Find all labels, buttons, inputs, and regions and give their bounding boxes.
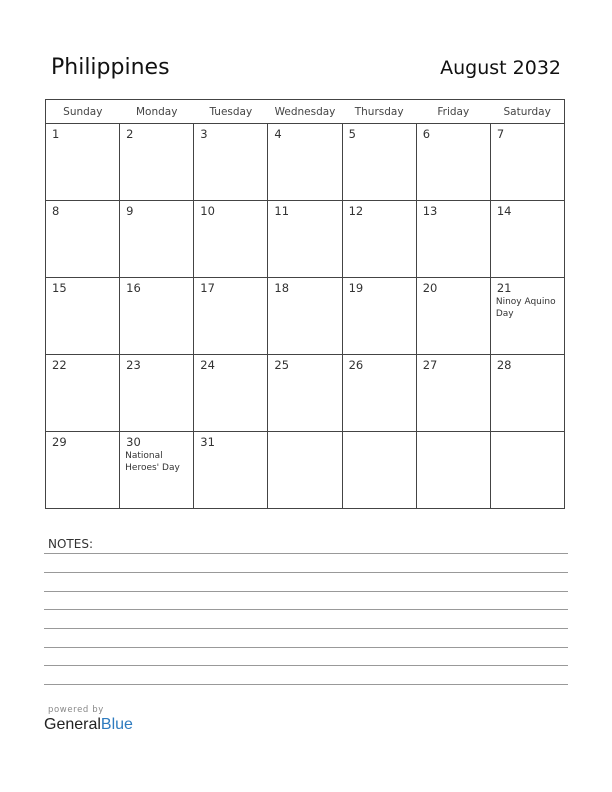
day-number: 8 bbox=[52, 204, 60, 218]
day-number: 27 bbox=[422, 358, 438, 372]
day-number: 2 bbox=[126, 127, 134, 141]
day-cell bbox=[416, 278, 490, 355]
day-cell bbox=[46, 432, 120, 509]
powered-by-text: powered by bbox=[48, 705, 104, 715]
week-row bbox=[46, 124, 565, 201]
notes-line bbox=[44, 553, 568, 554]
country-title: Philippines bbox=[51, 55, 170, 80]
weekday-header: Tuesday bbox=[194, 100, 268, 124]
notes-line bbox=[44, 647, 568, 648]
weekday-header-row bbox=[46, 100, 565, 124]
day-cell bbox=[194, 355, 268, 432]
day-cell bbox=[342, 201, 416, 278]
day-number: 1 bbox=[52, 127, 60, 141]
day-cell bbox=[120, 355, 194, 432]
day-number: 13 bbox=[422, 204, 438, 218]
brand-blue: Blue bbox=[100, 716, 133, 733]
notes-line bbox=[44, 684, 568, 685]
week-row bbox=[46, 355, 565, 432]
day-number: 28 bbox=[496, 358, 512, 372]
day-cell bbox=[120, 124, 194, 201]
day-cell bbox=[46, 201, 120, 278]
day-cell bbox=[490, 432, 564, 509]
day-number: 26 bbox=[348, 358, 364, 372]
weekday-header: Sunday bbox=[46, 100, 120, 124]
day-number: 17 bbox=[200, 281, 215, 295]
day-cell bbox=[342, 432, 416, 509]
day-cell bbox=[120, 432, 194, 509]
day-number: 29 bbox=[52, 435, 67, 449]
day-number: 3 bbox=[200, 127, 208, 141]
weekday-header: Wednesday bbox=[268, 100, 342, 124]
holiday-label: Ninoy Aquino Day bbox=[495, 297, 556, 319]
day-cell bbox=[416, 124, 490, 201]
day-cell bbox=[268, 124, 342, 201]
day-cell bbox=[268, 278, 342, 355]
day-cell bbox=[342, 278, 416, 355]
brand-logo bbox=[44, 716, 133, 734]
day-cell bbox=[416, 355, 490, 432]
notes-line bbox=[44, 591, 568, 592]
weekday-header: Thursday bbox=[342, 100, 416, 124]
day-number: 10 bbox=[200, 204, 215, 218]
day-number: 19 bbox=[348, 281, 364, 295]
holiday-label: National Heroes' Day bbox=[125, 451, 180, 473]
calendar-grid bbox=[45, 99, 565, 509]
day-cell bbox=[194, 124, 268, 201]
week-row bbox=[46, 432, 565, 509]
day-number: 5 bbox=[348, 127, 356, 141]
weekday-header: Friday bbox=[416, 100, 490, 124]
day-cell bbox=[46, 124, 120, 201]
notes-line bbox=[44, 628, 568, 629]
day-cell bbox=[120, 201, 194, 278]
day-number: 9 bbox=[126, 204, 134, 218]
day-number: 30 bbox=[126, 435, 141, 449]
notes-label: NOTES: bbox=[48, 537, 93, 551]
day-cell bbox=[120, 278, 194, 355]
day-cell bbox=[342, 124, 416, 201]
day-number: 12 bbox=[348, 204, 364, 218]
day-cell bbox=[268, 201, 342, 278]
notes-line bbox=[44, 572, 568, 573]
day-number: 22 bbox=[52, 358, 67, 372]
day-number: 23 bbox=[126, 358, 141, 372]
week-row bbox=[46, 201, 565, 278]
day-cell bbox=[416, 201, 490, 278]
day-number: 6 bbox=[422, 127, 431, 141]
day-number: 16 bbox=[126, 281, 141, 295]
day-cell bbox=[490, 124, 564, 201]
week-row bbox=[46, 278, 565, 355]
day-cell bbox=[416, 432, 490, 509]
notes-line bbox=[44, 665, 568, 666]
day-cell bbox=[194, 201, 268, 278]
day-number: 31 bbox=[200, 435, 215, 449]
day-cell bbox=[490, 278, 564, 355]
day-number: 7 bbox=[496, 127, 505, 141]
month-year-title: August 2032 bbox=[440, 57, 561, 79]
day-cell bbox=[194, 432, 268, 509]
day-number: 15 bbox=[52, 281, 67, 295]
day-number: 20 bbox=[422, 281, 438, 295]
day-cell bbox=[268, 355, 342, 432]
day-cell bbox=[268, 432, 342, 509]
day-number: 18 bbox=[274, 281, 290, 295]
notes-line bbox=[44, 609, 568, 610]
day-cell bbox=[490, 355, 564, 432]
day-number: 25 bbox=[274, 358, 290, 372]
day-cell bbox=[342, 355, 416, 432]
weekday-header: Monday bbox=[120, 100, 194, 124]
day-number: 4 bbox=[274, 127, 282, 141]
day-number: 11 bbox=[274, 204, 290, 218]
weekday-header: Saturday bbox=[490, 100, 564, 124]
day-number: 21 bbox=[496, 281, 512, 295]
day-number: 24 bbox=[200, 358, 215, 372]
brand-general: General bbox=[44, 716, 101, 733]
day-cell bbox=[46, 355, 120, 432]
day-number: 14 bbox=[496, 204, 512, 218]
day-cell bbox=[490, 201, 564, 278]
day-cell bbox=[46, 278, 120, 355]
day-cell bbox=[194, 278, 268, 355]
